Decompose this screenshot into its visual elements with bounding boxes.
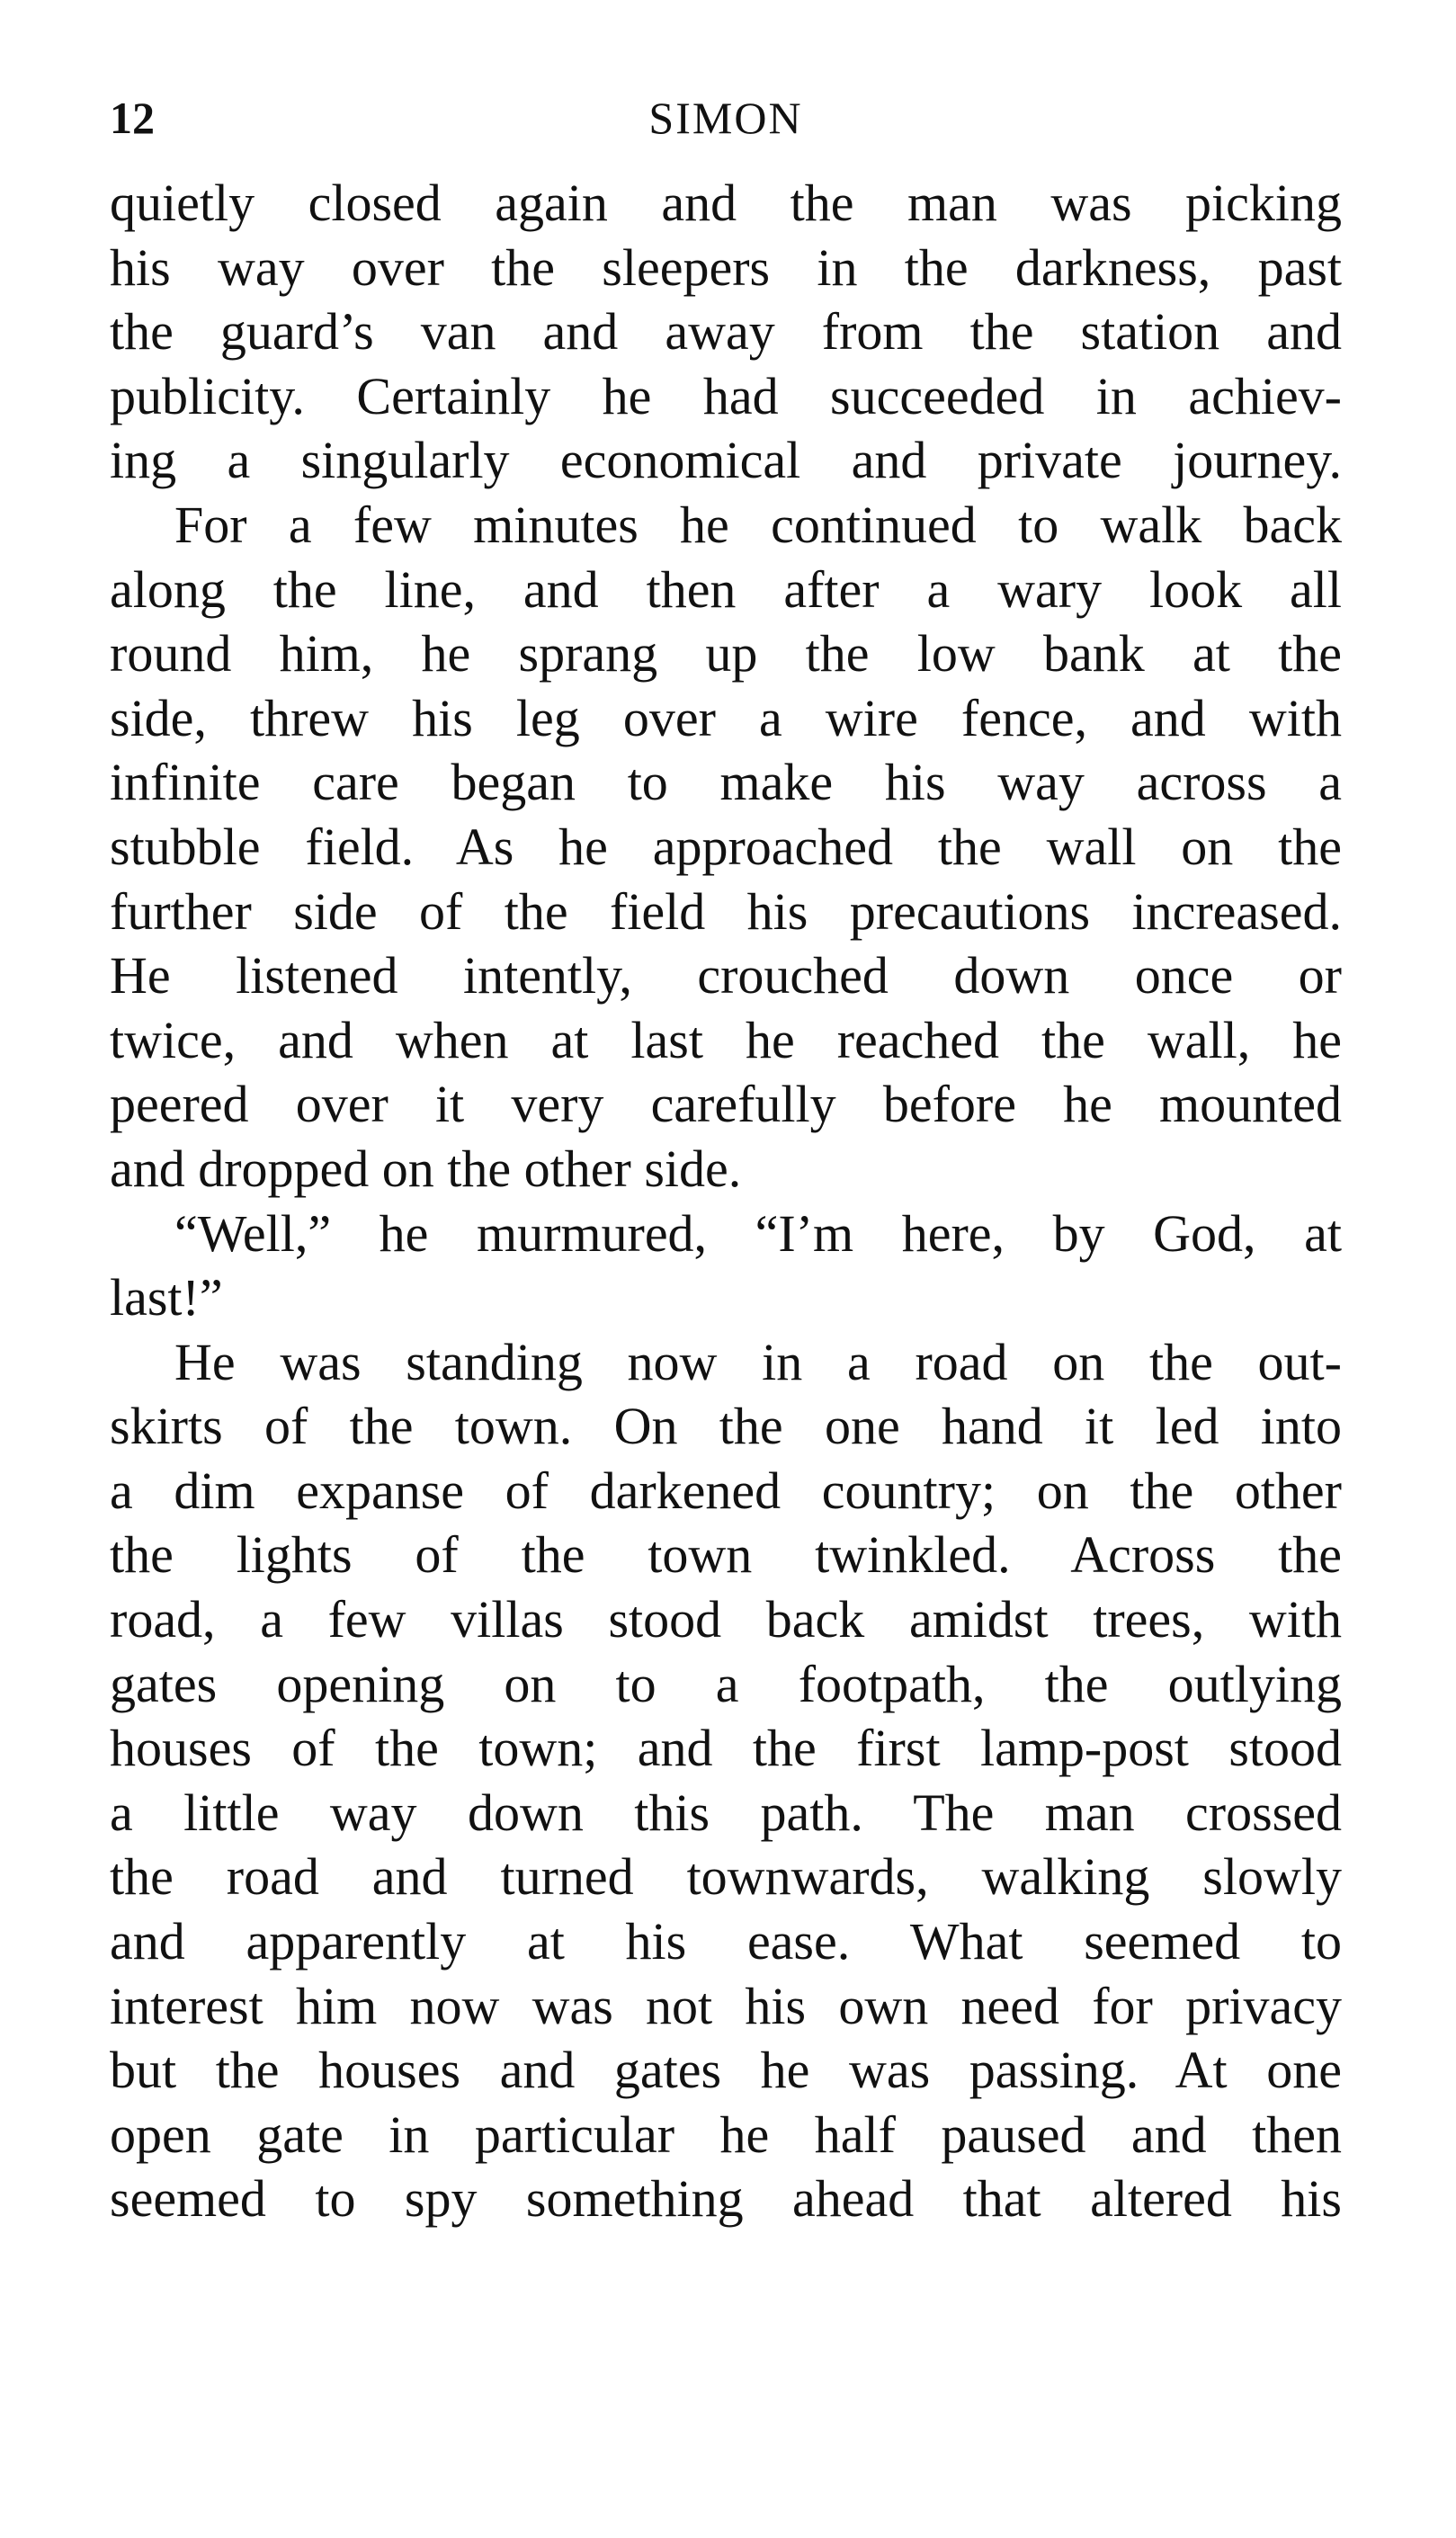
text-line: seemed to spy something ahead that altered his <box>110 2169 1342 2229</box>
text-line: side, threw his leg over a wire fence, and with <box>110 688 1342 747</box>
text-line: and dropped on the other side. <box>110 1139 742 1198</box>
text-line: interest him now was not his own need for privacy <box>110 1976 1342 2035</box>
text-line: “Well,” he murmured, “I’m here, by God, at <box>174 1203 1342 1263</box>
text-line: He was standing now in a road on the out- <box>174 1332 1342 1391</box>
text-line: but the houses and gates he was passing. At one <box>110 2041 1342 2100</box>
text-line: last!” <box>110 1268 223 1327</box>
text-line: houses of the town; and the first lamp-post stood <box>110 1719 1342 1778</box>
text-line: the guard’s van and away from the station and <box>110 302 1342 362</box>
text-line: peered over it very carefully before he mounted <box>110 1075 1342 1134</box>
text-line: and apparently at his ease. What seemed to <box>110 1912 1342 1971</box>
text-line: the road and turned townwards, walking slowly <box>110 1847 1342 1907</box>
running-head: SIMON <box>648 93 803 143</box>
text-line: ing a singularly economical and private journey. <box>110 431 1342 490</box>
text-line: road, a few villas stood back amidst trees, with <box>110 1590 1342 1649</box>
text-line: further side of the field his precautions increased. <box>110 881 1342 941</box>
text-line: infinite care began to make his way across a <box>110 753 1342 812</box>
text-line: the lights of the town twinkled. Across the <box>110 1525 1342 1585</box>
page-number: 12 <box>110 93 155 143</box>
text-line: twice, and when at last he reached the wall, he <box>110 1010 1342 1069</box>
text-line: a dim expanse of darkened country; on the other <box>110 1461 1342 1520</box>
text-line: quietly closed again and the man was picking <box>110 174 1342 232</box>
text-line: skirts of the town. On the one hand it led into <box>110 1397 1342 1456</box>
text-line: a little way down this path. The man crossed <box>110 1783 1342 1842</box>
text-line: gates opening on to a footpath, the outlying <box>110 1654 1342 1713</box>
text-line: his way over the sleepers in the darkness, past <box>110 237 1342 297</box>
body-text <box>110 171 1342 2231</box>
text-line: along the line, and then after a wary look all <box>110 559 1342 619</box>
text-line: open gate in particular he half paused and then <box>110 2105 1342 2164</box>
text-line: publicity. Certainly he had succeeded in achiev- <box>110 366 1342 425</box>
text-line: For a few minutes he continued to walk back <box>174 495 1342 554</box>
page-header <box>110 86 1342 149</box>
text-line: stubble field. As he approached the wall on the <box>110 817 1342 876</box>
text-line: He listened intently, crouched down once or <box>110 946 1342 1005</box>
text-line: round him, he sprang up the low bank at the <box>110 624 1342 684</box>
